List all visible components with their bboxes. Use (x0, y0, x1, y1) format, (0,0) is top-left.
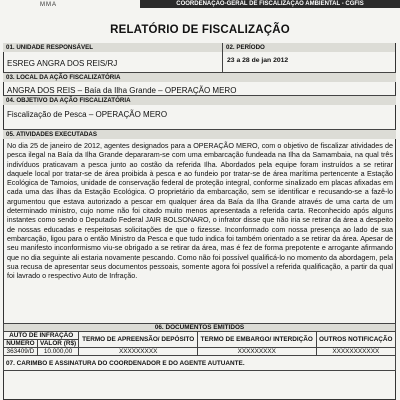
period-label: 02. PERÍODO (223, 43, 395, 52)
doc-embargo: XXXXXXXXX (197, 348, 316, 356)
signature-label: 07. CARIMBO E ASSINATURA DO COORDENADOR E DO AGENTE AUTUANTE. (4, 356, 396, 371)
period-value: 23 a 28 de jan 2012 (227, 57, 289, 64)
documents-section-label: 06. DOCUMENTOS EMITIDOS (4, 324, 396, 332)
location-label: 03. LOCAL DA AÇÃO FISCALIZATÓRIA (3, 73, 396, 82)
documents-table (3, 323, 396, 371)
unit-label: 01. UNIDADE RESPONSÁVEL (3, 43, 222, 52)
doc-header-apreensao: TERMO DE APREENSÃO/ DEPÓSITO (79, 332, 198, 348)
doc-apreensao: XXXXXXXXX (79, 348, 198, 356)
doc-header-auto: AUTO DE INFRAÇÃO (4, 332, 79, 340)
objective-label: 04. OBJETIVO DA AÇÃO FISCALIZATÓRIA (3, 96, 396, 105)
doc-subheader-numero: NÚMERO (4, 340, 38, 348)
doc-numero: 363409/D (4, 348, 38, 356)
unit-period-row (3, 43, 396, 73)
header-strip (0, 0, 400, 14)
objective-value: Fiscalização de Pesca – OPERAÇÃO MERO (7, 110, 168, 119)
doc-valor: 10.000,00 (37, 348, 79, 356)
activities-label: 05. ATIVIDADES EXECUTADAS (3, 130, 396, 139)
agency-banner: COORDENAÇÃO-GERAL DE FISCALIZAÇÃO AMBIENTAL - CGFIS (140, 0, 400, 8)
document-title: RELATÓRIO DE FISCALIZAÇÃO (110, 24, 290, 36)
location-row (3, 73, 396, 96)
doc-header-outros: OUTROS NOTIFICAÇÃO (316, 332, 395, 348)
doc-outros: XXXXXXXXXXX (316, 348, 395, 356)
objective-row (3, 96, 396, 130)
activities-text: No dia 25 de janeiro de 2012, agentes designados para a OPERAÇÃO MERO, com o objetivo de fiscalizar atividades de pesca ilegal na Baía da Ilha Grande depararam-se com uma embarcação fundeada na Ilha da Samambaia, na qual três indivíduos praticavam a pesca junto ao costão da referida Ilha. Abordados pela equipe foram instruídos a se retirar daquele local por tratar-se de área proibida à pesca e ao fundeio por tratar-se de área marítima pertencente a Estação Ecológica de Tamoios, unidade de conservação federal de proteção integral, conforme sinalizado em placas afixadas em cada uma das ilhas da Estação Ecológica. O proprietário da embarcação, sem se identificar e recusando-se a fazê-lo argumentou que estava autorizado a pescar em qualquer área da Baía da Ilha Grande através de uma carta de um determinado ministro, cujo nome não foi citado muito menos apresentada a referida carta. Reconhecido após alguns instantes como sendo o Deputado Federal JAIR BOLSONARO, o infrator disse que não iria se retirar da área a despeito de nossas educadas e respeitosas solicitações de que o fizesse. Inconformado com nossa presença ao lado de sua embarcação, ligou para o então Ministro da Pesca e que tudo indica foi também orientado a se retirar da área. Apesar de seu manifesto inconformismo viu-se obrigado a se retirar da área, mas é fez de forma prepotente e arrogante afirmando que no dia seguinte ali estaria novamente pescando. Como não foi possível qualificá-lo no momento da abordagem, pela sua recusa de apresentar seus documentos pessoais, somente agora foi possível a referida qualificação, a partir da qual foi lavrado o respectivo Auto de Infração. (7, 141, 395, 281)
location-value: ANGRA DOS REIS – Baía da Ilha Grande – OPERAÇÃO MERO (7, 86, 237, 95)
org-short-name: MMA (40, 2, 57, 8)
doc-subheader-valor: VALOR (R$) (37, 340, 79, 348)
unit-value: ESREG ANGRA DOS REIS/RJ (7, 59, 118, 68)
doc-header-embargo: TERMO DE EMBARGO/ INTERDIÇÃO (197, 332, 316, 348)
